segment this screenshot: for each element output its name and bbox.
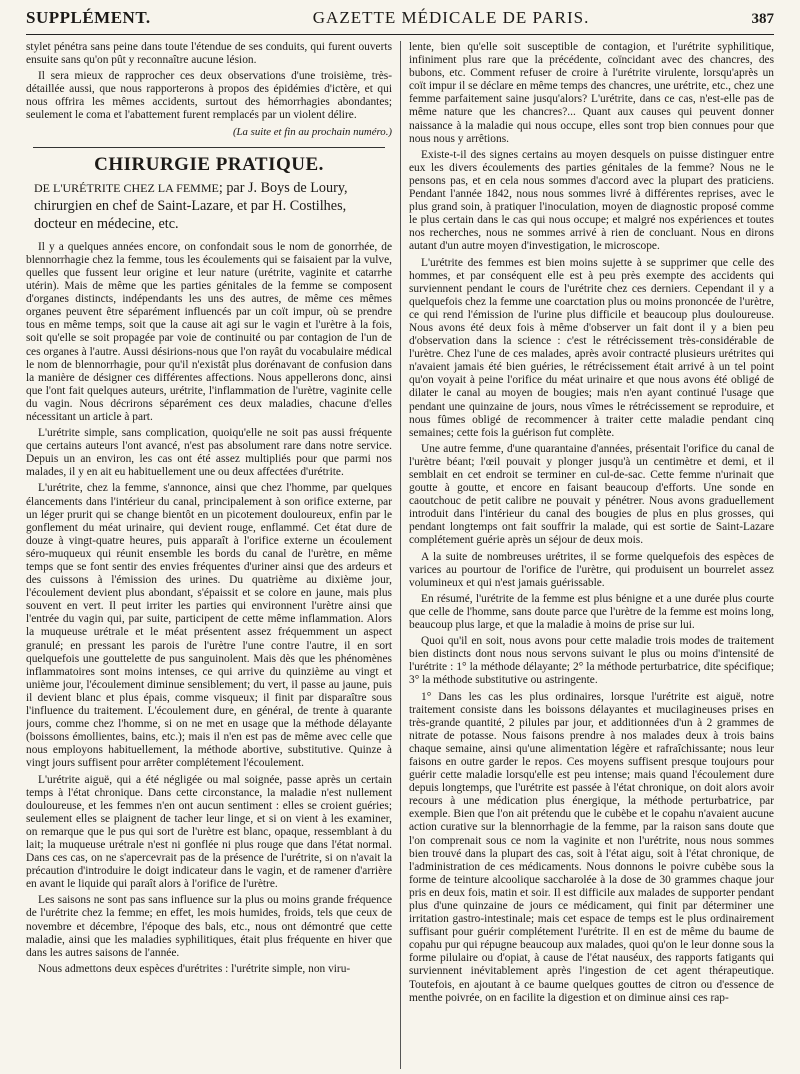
divider — [33, 147, 384, 148]
paragraph: Les saisons ne sont pas sans influence sur la plus ou moins grande fréquence de l'urétrite chez la femme; en effet, les mois humides, froids, tels que ceux de novembre et décembre, l'époque des bals, etc., nous ont démontré que cette maladie, ainsi que les maladies syphilitiques, était plus fréquente en hiver que dans les autres saisons de l'année. — [26, 894, 392, 959]
paragraph: L'urétrite aiguë, qui a été négligée ou mal soignée, passe après un certain temps à l'état chronique. Dans cette circonstance, la maladie n'est nullement douloureuse, et les femmes n'en ont aucun sentiment : elles se croient guéries; seulement elles se plaignent de tacher leur linge, et si on vient à les examiner, on remarque que le pus qui sort de l'urètre est blanc, opaque, ressemblant à du lait; la muqueuse urétrale n'est ni gonflée ni plus rouge que dans l'état normal. Dans ces cas, on ne s'apercevrait pas de la présence de l'urétrite, si on n'avait la précaution d'introduire le doigt indicateur dans le vagin, et de ramener d'arrière en avant le liquide qui paraît alors à l'orifice de l'urètre. — [26, 773, 392, 891]
two-column-body — [26, 41, 774, 1069]
left-column — [26, 41, 400, 1069]
article-authors: ; par J. Boys de Loury, chirurgien en chef de Saint-Lazare, et par H. Costilhes, docteur en médecine, etc. — [34, 179, 348, 232]
paragraph: 1° Dans les cas les plus ordinaires, lorsque l'urétrite est aiguë, notre traitement consiste dans les boissons délayantes et mucilagineuses prises en très-grande quantité, 2 pilules par jour, et additionnées d'un à 2 grammes de nitrate de potasse. Nous faisons prendre à nos malades deux à trois bains chaque semaine, ainsi qu'une alimentation légère et rafraîchissante; nous leur faisons en outre garder le repos. Ces moyens suffisent presque toujours pour guérir cette maladie lorsqu'elle est peu intense; mais quand l'écoulement dure depuis longtemps, que l'urétrite est passée à l'état chronique, on doit alors avoir recours à une médication plus énergique, la méthode perturbatrice, par exemple. Bien que l'on ait prétendu que le cubèbe et le copahu n'avaient aucune action curative sur la blennorrhagie de la femme, par la raison sans doute que l'on comprenait sous ce nom la vaginite et non l'urétrite, nous nous sommes bien trouvé dans la plupart des cas, soit à l'état aigu, soit à l'état chronique, de l'administration de ces médicaments. Nous donnons le poivre cubèbe sous la forme de teinture alcoolique saccharolée à la dose de 30 grammes chaque jour pris en deux fois, matin et soir. Il est difficile aux malades de supporter pendant plus d'une quinzaine de jours ce médicament, qui finit par déterminer une irritation gastro-intestinale; mais cet espace de temps est le plus ordinairement suffisant pour guérir complétement l'urétrite. Il en est de même du baume de copahu pur qui répugne beaucoup aux malades, quoi qu'on le leur donne sous la forme pilulaire ou d'opiat, à cause de l'état nauséux, des rapports fatigants qui surviennent inévitablement après l'ingestion de cet agent thérapeutique. Toutefois, en ajoutant à ce baume quelques gouttes de citron ou d'essence de menthe poivrée, on en facilite la digestion et on diminue ainsi ces rap- — [409, 690, 774, 1004]
paragraph: Existe-t-il des signes certains au moyen desquels on puisse distinguer entre eux les divers écoulements des parties génitales de la femme? Nous ne le pensons pas, et en cela nous sommes d'accord avec la plupart des praticiens. Pendant l'année 1842, nous nous sommes livré à différentes reprises, avec le plus grand soin, à pratiquer l'inoculation, moyen de diagnostic proposé comme le plus certain dans le cas qui nous occupe; et malgré nos expériences et toutes nos recherches, nous ne sommes arrivé à rien de concluant. Nous en dirons autant d'un autre moyen d'investigation, le microscope. — [409, 148, 774, 253]
paragraph: L'urétrite, chez la femme, s'annonce, ainsi que chez l'homme, par quelques élancements dans l'intérieur du canal, principalement à son orifice externe, par un léger prurit qui se change bientôt en un picotement douloureux, enfin par le gonflement du méat urinaire, qui devient rouge, enflammé. Cet état dure de douze à vingt-quatre heures, puis apparaît à l'orifice externe un écoulement séro-muqueux qui réunit ensemble les bords du canal de l'urètre, en même temps que se font sentir des envies fréquentes d'uriner ainsi que des ardeurs et des cuissons à l'émission des urines. Du quatrième au dixième jour, l'écoulement devient plus abondant, s'épaissit et se colore en jaune, mais plus souvent en vert. Il peut irriter les parties qui environnent l'urètre ainsi que l'entrée du vagin qui, par suite, participent de cette même inflammation. Alors la muqueuse urétrale et le méat présentent assez fréquemment un aspect granulé; en pressant les parois de l'urètre l'une contre l'autre, il en sort quelquefois une gouttelette de pus sanguinolent. Mais dès que les phénomènes inflammatoires sont moins intenses, ce qui arrive du quinzième au vingt et unième jour, l'écoulement diminue sensiblement; du vert, il passe au jaune, puis il devient blanc et plus épais, comme visqueux; il finit par disparaître sous l'influence du traitement. L'écoulement dure, en général, de trente à quarante jours, comme chez l'homme, si on ne met en usage que la méthode délayante (boissons émollientes, bains, etc.); mais il n'en est pas de même avec celle que nous employons habituellement, la méthode abortive, substitutive. Quinze à vingt jours suffisent pour arrêter complétement l'écoulement. — [26, 482, 392, 770]
paragraph: L'urétrite des femmes est bien moins sujette à se supprimer que celle des hommes, et par conséquent elle est à peu près exempte des accidents qui surviennent pendant le cours de l'urétrite chez ces derniers. Cependant il y a quelquefois chez la femme une coarctation plus ou moins prononcée de l'urètre, ce qui rend l'émission de l'urine plus difficile et beaucoup plus douloureuse. Nous avons été deux fois à même d'observer un fait dont il y a bien peu d'observation dans la science : c'est le rétrécissement très-considérable de l'urètre. Chez l'une de ces malades, après avoir contracté plusieurs urétrites qui n'avaient jamais été bien guéries, le rétrécissement était arrivé à un tel point qu'on voyait à peine l'orifice du méat urinaire et que nous avons été obligé de dilater le canal au moyen de bougies; mais n'en ayant continué l'usage que pendant une quinzaine de jours, nous vîmes le rétrécissement se reproduire, et nous fûmes obligé de recommencer à traiter cette maladie pendant cinq semaines; cette fois la guérison fut complète. — [409, 256, 774, 439]
supplement-label: SUPPLÉMENT. — [26, 8, 151, 27]
paragraph: Une autre femme, d'une quarantaine d'années, présentait l'orifice du canal de l'urètre béant; l'œil pouvait y plonger jusqu'à un centimètre et demi, et il semblait en cet endroit se terminer en cul-de-sac. Cette femme n'urinait que goutte à goutte, et encore en faisant beaucoup d'efforts. Une sonde en caoutchouc de petit calibre ne pouvait y pénétrer. Nous avons graduellement introduit dans l'intérieur du canal des bougies de plus en plus grosses, qui pendant longtemps ont fait souffrir la malade, qui est sortie de Saint-Lazare complétement guérie après un séjour de deux mois. — [409, 442, 774, 547]
paragraph: Il sera mieux de rapprocher ces deux observations d'une troisième, très-détaillée aussi, que nous rapporterons à propos des épidémies d'ictère, et qui nous offrira les mêmes accidents, surtout des hémorrhagies abondantes; seulement le coma et l'abattement furent remplacés par un violent délire. — [26, 70, 392, 122]
paragraph: stylet pénétra sans peine dans toute l'étendue de ses conduits, qui furent ouverts ensuite sans qu'on pût y reconnaître aucune lésion. — [26, 41, 392, 67]
paragraph: A la suite de nombreuses urétrites, il se forme quelquefois des espèces de varices au pourtour de l'orifice de l'urètre, qui produisent un bourrelet assez volumineux et qui n'est jamais guérissable. — [409, 550, 774, 589]
paragraph: Nous admettons deux espèces d'urétrites : l'urétrite simple, non viru- — [38, 962, 351, 975]
page-number: 387 — [751, 11, 774, 27]
article-subject: DE L'URÉTRITE CHEZ LA FEMME — [34, 180, 219, 195]
paragraph: L'urétrite simple, sans complication, quoiqu'elle ne soit pas aussi fréquente que certains auteurs l'ont avancé, n'est pas absolument rare dans notre service. Depuis un an environ, les cas ont été assez multipliés pour que parmi nos malades, il y en ait eu habituellement une ou deux affectées d'urétrite. — [26, 427, 392, 479]
section-title: CHIRURGIE PRATIQUE. — [94, 153, 324, 175]
paragraph: En résumé, l'urétrite de la femme est plus bénigne et a une durée plus courte que celle de l'homme, sans doute parce que l'urètre de la femme est moins long, beaucoup plus large, et que la maladie à moins de prise sur lui. — [409, 592, 774, 632]
journal-title: GAZETTE MÉDICALE DE PARIS. — [312, 8, 590, 27]
continuation-note: (La suite et fin au prochain numéro.) — [232, 125, 392, 138]
page-header — [26, 8, 774, 35]
paragraph: Il y a quelques années encore, on confondait sous le nom de gonorrhée, de blennorrhagie chez la femme, tous les écoulements qui se faisaient par la vulve, quelles que fussent leur origine et leur nature (urétrite, vaginite et catarrhe utérin). Mais de même que les parties génitales de la femme se composent d'organes distincts, indépendants les uns des autres, de même ces mêmes organes peuvent être séparément influencés par un coït impur, où se prendre tous en même temps, soit que la cause ait agi sur le vagin et l'urètre à la fois, soit qu'elle se soit propagée par voie de continuité ou par contagion de l'un de ces organes à l'autre. Aussi désirions-nous que l'on rayât du vocabulaire médical le nom de blennorrhagie, pour qu'il n'existât plus dorénavant de confusion dans la manière de désigner ces différentes affections. Nous appellerons donc, ainsi que l'ont fait quelques auteurs, urétrite, l'inflammation de l'urètre, vaginite celle du vagin. Nous décrirons séparément ces deux maladies, chacune d'elles nécessitant un article à part. — [26, 240, 392, 423]
article-heading — [26, 179, 392, 233]
right-column — [400, 41, 774, 1069]
paragraph: lente, bien qu'elle soit susceptible de contagion, et l'urétrite syphilitique, infiniment plus rare que la précédente, coïncidant avec des chancres, des bubons, etc. Comment refuser de croire à l'urétrite virulente, lorsqu'après un coït impur il se déclare en même temps des chancres, une urétrite, etc., chez une femme parfaitement saine jusqu'alors? L'urétrite, dans ce cas, n'est-elle pas de même nature que les chancres?... Quant aux causes qui peuvent donner naissance à la maladie qui nous occupe, elles sont trop bien connues pour que nous nous y arrêtions. — [409, 41, 774, 145]
paragraph: Quoi qu'il en soit, nous avons pour cette maladie trois modes de traitement bien distincts dont nous nous servons suivant le plus ou moins d'intensité de l'urétrite : 1° la méthode délayante; 2° la méthode perturbatrice, dite spécifique; 3° la méthode substitutive ou astringente. — [409, 635, 774, 687]
